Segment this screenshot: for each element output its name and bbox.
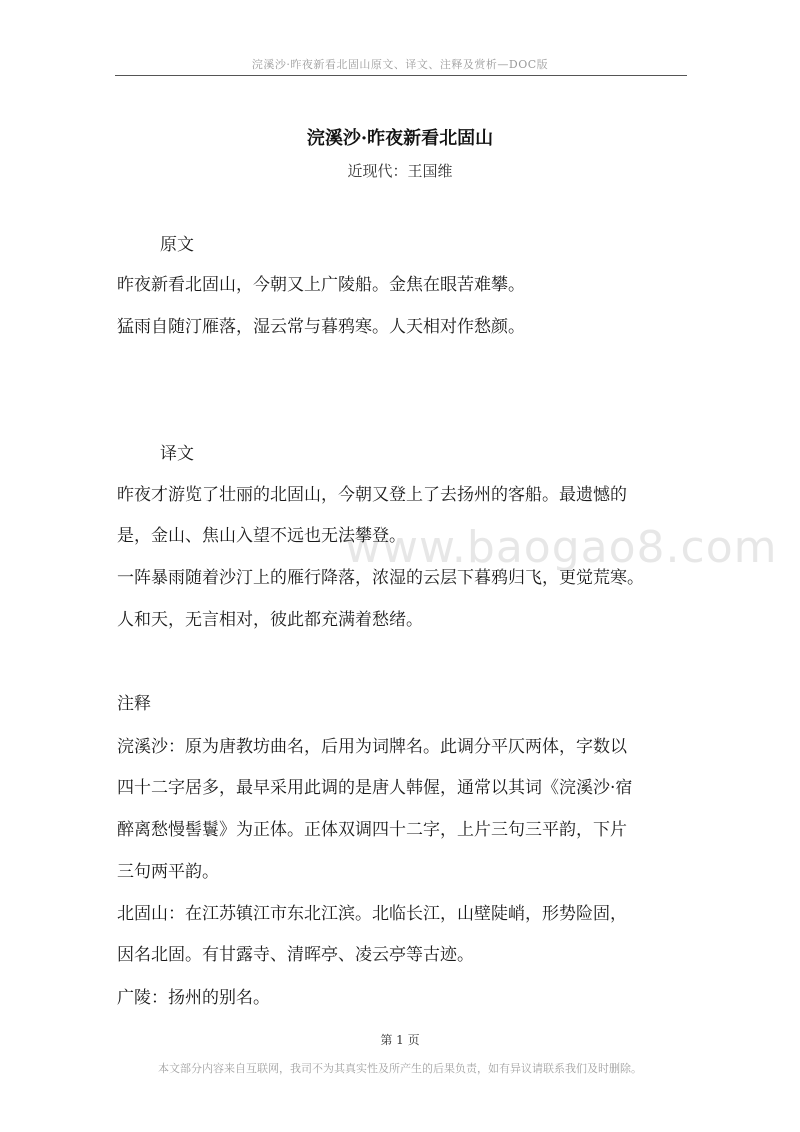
notes-line: 醉离愁慢髻鬟》为正体。正体双调四十二字，上片三句三平韵，下片 [117, 820, 627, 840]
notes-heading: 注释 [117, 694, 151, 714]
document-author: 近现代：王国维 [347, 162, 453, 180]
original-line: 昨夜新看北固山，今朝又上广陵船。金焦在眼苦难攀。 [117, 275, 525, 295]
document-title: 浣溪沙·昨夜新看北固山 [306, 128, 494, 149]
translation-heading: 译文 [160, 444, 194, 464]
translation-line: 昨夜才游览了壮丽的北固山，今朝又登上了去扬州的客船。最遗憾的 [117, 485, 627, 505]
watermark: www.baogao8.com [345, 522, 778, 573]
translation-line: 是，金山、焦山入望不远也无法攀登。 [117, 526, 406, 546]
translation-line: 一阵暴雨随着沙汀上的雁行降落，浓湿的云层下暮鸦归飞，更觉荒寒。 [117, 568, 644, 588]
footer-disclaimer: 本文部分内容来自互联网，我司不为其真实性及所产生的后果负责，如有异议请联系我们及时删除。 [158, 1062, 642, 1075]
notes-line: 四十二字居多，最早采用此调的是唐人韩偓，通常以其词《浣溪沙·宿 [117, 778, 633, 798]
notes-line: 浣溪沙：原为唐教坊曲名，后用为词牌名。此调分平仄两体，字数以 [117, 737, 627, 757]
notes-line: 三句两平韵。 [117, 862, 219, 882]
page-number: 第 1 页 [380, 1033, 420, 1047]
original-line: 猛雨自随汀雁落，湿云常与暮鸦寒。人天相对作愁颜。 [117, 317, 525, 337]
notes-line: 因名北固。有甘露寺、清晖亭、凌云亭等古迹。 [117, 945, 474, 965]
header-divider [115, 75, 687, 76]
notes-line: 北固山：在江苏镇江市东北江滨。北临长江，山壁陡峭，形势险固， [117, 904, 627, 924]
running-header: 浣溪沙·昨夜新看北固山原文、译文、注释及赏析—DOC版 [251, 58, 549, 71]
translation-line: 人和天，无言相对，彼此都充满着愁绪。 [117, 610, 423, 630]
original-heading: 原文 [160, 235, 194, 255]
notes-line: 广陵：扬州的别名。 [117, 988, 270, 1008]
